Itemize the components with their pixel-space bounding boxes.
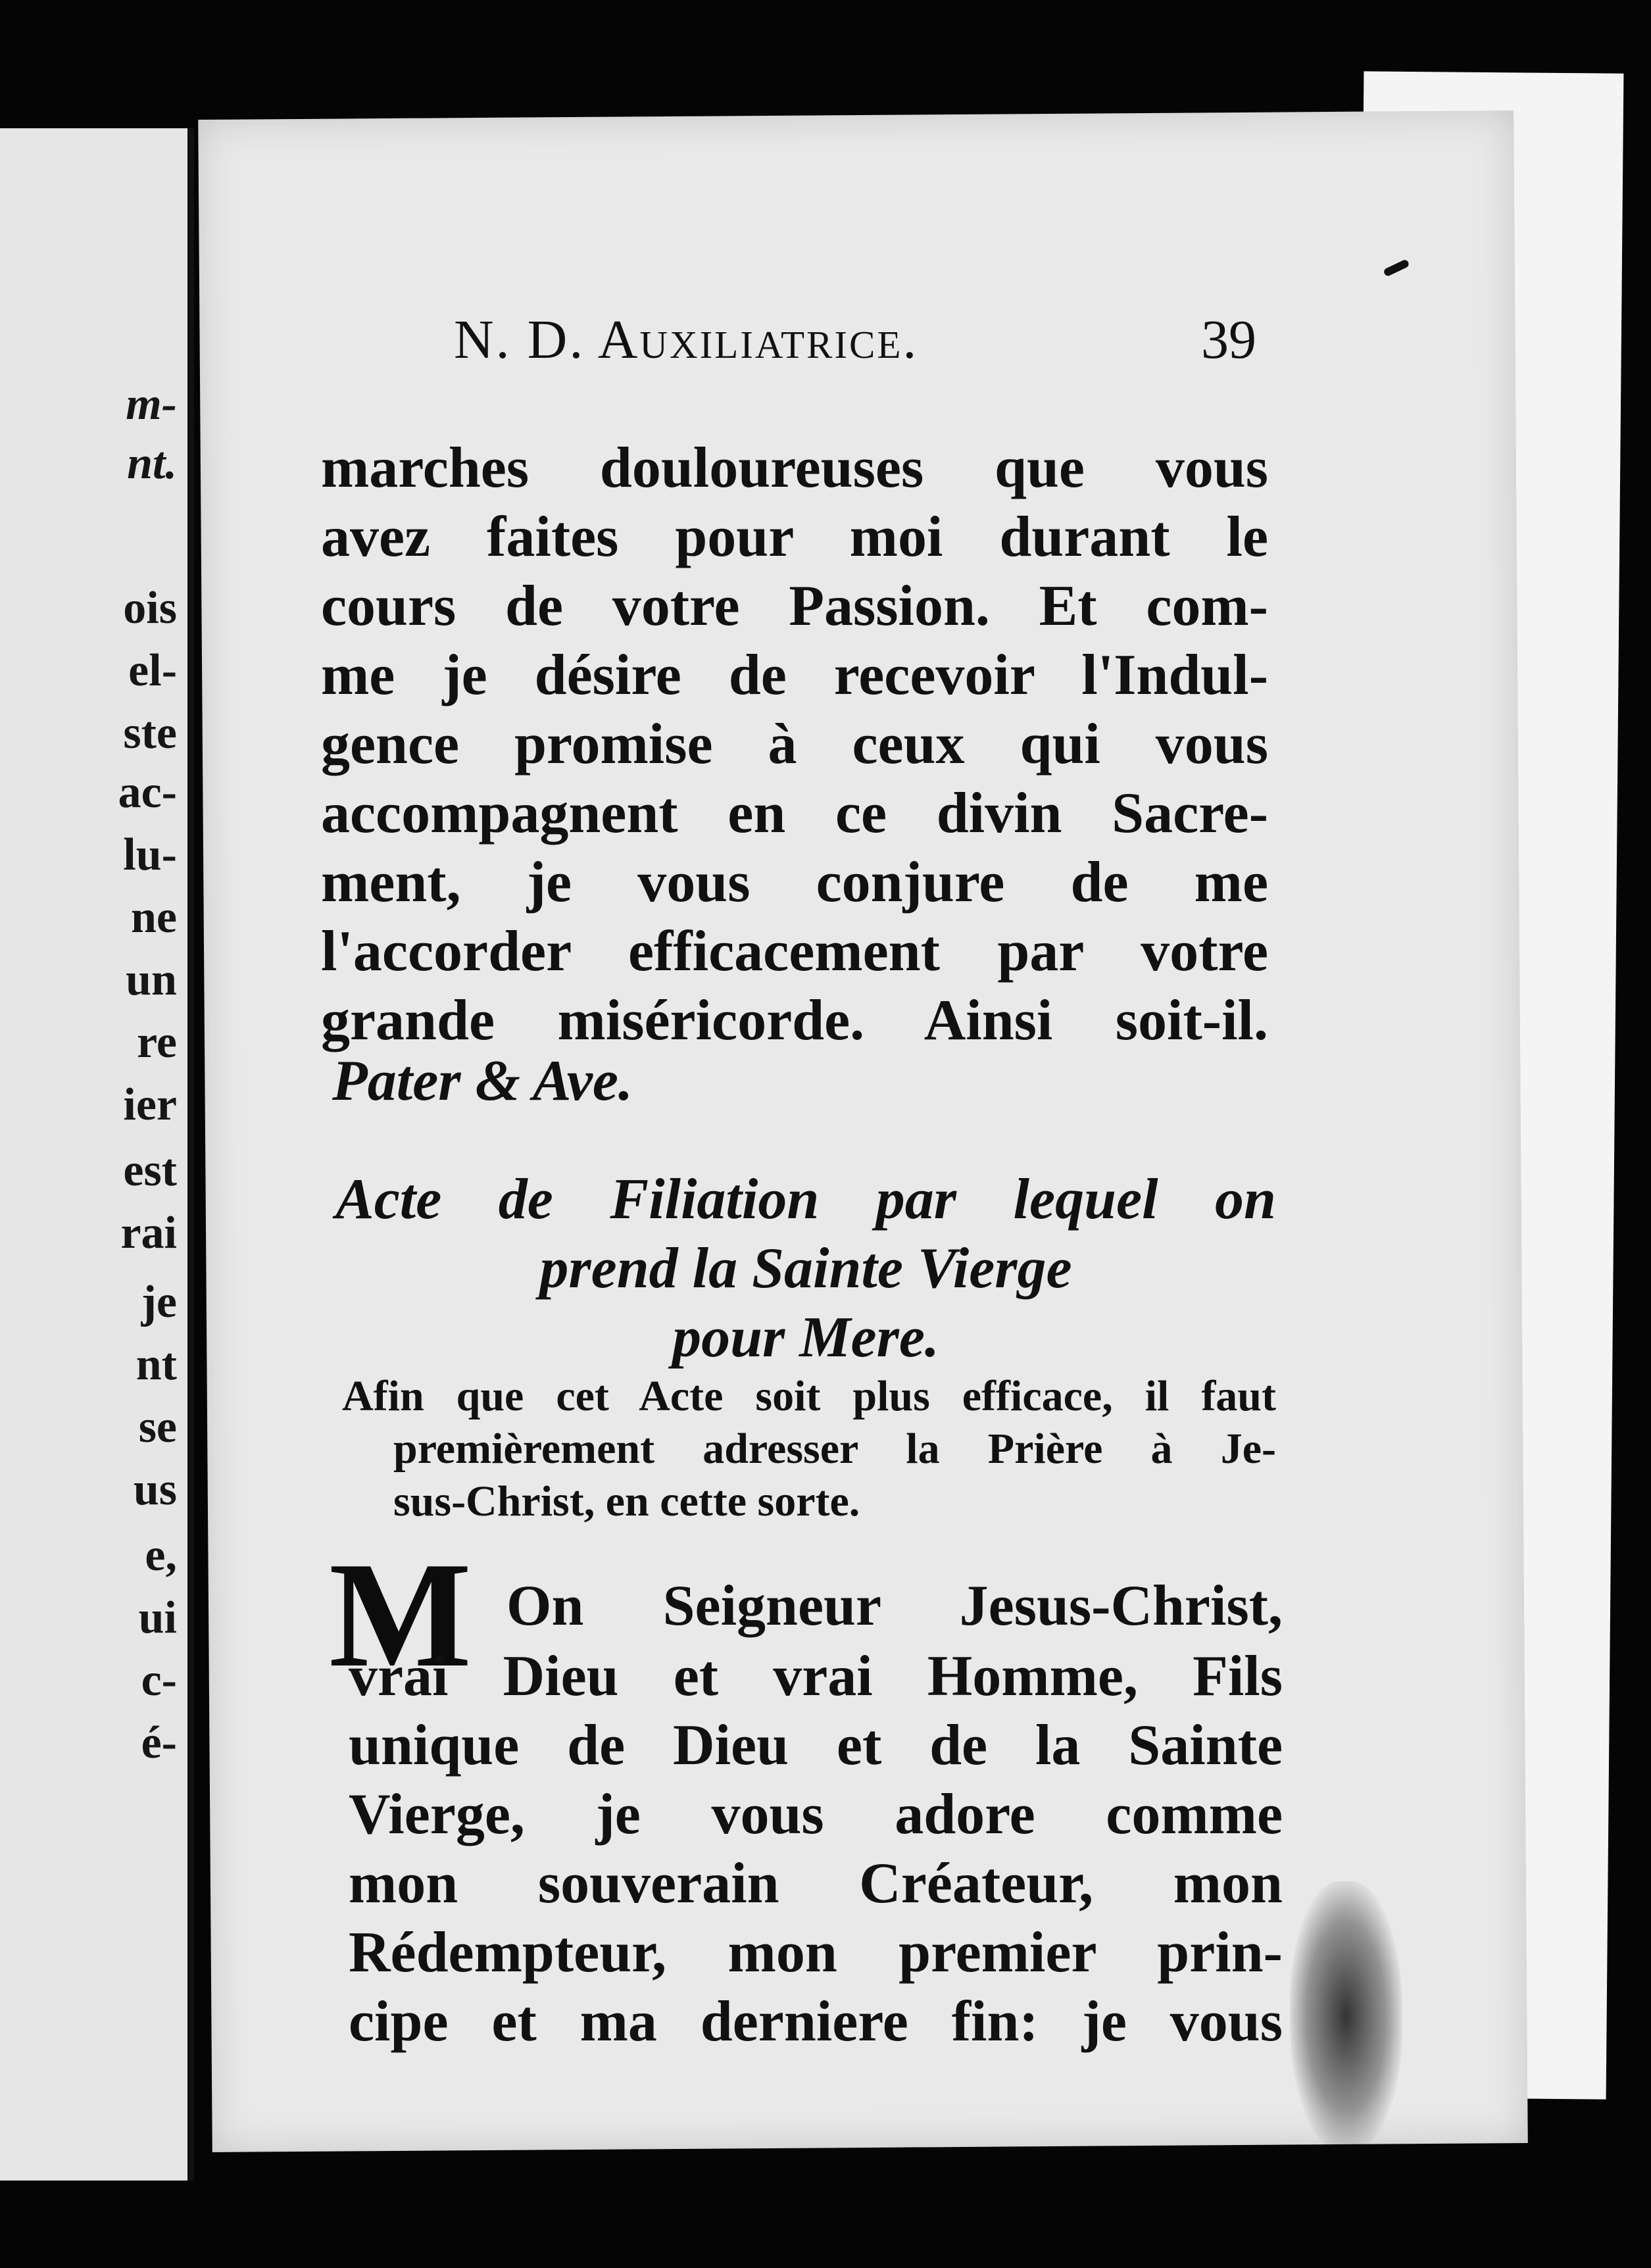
left-page-fragment: ste [123,708,177,758]
note-line-1: Afin que cet Acte soit plus efficace, il faut [342,1372,1276,1420]
ink-stain [1289,1881,1403,2151]
left-page-fragment: re [137,1017,177,1068]
body-line: accompagnent en ce divin Sacre- [321,781,1268,845]
ink-mark [1383,259,1410,277]
left-page-fragment: nt. [127,438,177,489]
left-page-fragment: est [123,1145,177,1196]
page-number: 39 [1201,309,1256,370]
left-page-fragment: je [141,1277,177,1327]
left-page-fragment: e, [145,1530,177,1581]
prayer-line: mon souverain Créateur, mon [349,1852,1283,1915]
body-line: grande miséricorde. Ainsi soit-il. [321,989,1268,1052]
left-page-fragment: m- [126,379,177,430]
pater-ave-line: Pater & Ave. [332,1049,633,1113]
body-line: me je désire de recevoir l'Indul- [321,643,1268,707]
section-heading-line-1: Acte de Filiation par lequel on [335,1168,1276,1231]
left-page-fragment: ier [123,1079,177,1130]
body-line: gence promise à ceux qui vous [321,712,1268,776]
drop-cap: M [329,1531,472,1698]
prayer-first-line: On Seigneur Jesus-Christ, [506,1574,1283,1638]
left-page-fragment: c- [141,1655,177,1706]
prayer-line: cipe et ma derniere fin: je vous [349,1990,1283,2054]
body-line: l'accorder efficacement par votre [321,920,1268,983]
page-header [454,308,1256,374]
left-page-fragment: us [133,1464,177,1515]
body-line: marches douloureuses que vous [321,436,1268,500]
left-page-fragment: se [138,1402,177,1452]
body-line: avez faites pour moi durant le [321,505,1268,569]
left-page-fragment: lu- [123,829,177,880]
left-page-fragment: ui [138,1592,177,1643]
left-page-fragment: rai [120,1208,177,1258]
section-heading-line-2: prend la Sainte Vierge [539,1237,1072,1300]
note-line-2: premièrement adresser la Prière à Je- [393,1425,1276,1473]
left-page-fragment: el- [128,645,177,696]
body-line: cours de votre Passion. Et com- [321,574,1268,638]
body-line: ment, je vous conjure de me [321,851,1268,914]
left-page-fragment: ac- [118,767,177,818]
running-title: N. D. Auxiliatrice. [454,309,919,370]
prayer-line: Vierge, je vous adore comme [349,1783,1283,1846]
left-page-fragment: ne [131,892,177,943]
left-page-sliver [0,128,194,2181]
prayer-line: vrai Dieu et vrai Homme, Fils [349,1644,1283,1708]
left-page-fragment: é- [141,1717,177,1768]
prayer-line: Rédempteur, mon premier prin- [349,1921,1283,1985]
section-heading-line-3: pour Mere. [672,1306,939,1369]
left-page-fragment: un [126,954,177,1005]
left-page-fragment: nt [136,1339,177,1390]
left-page-fragment: ois [123,583,177,633]
prayer-line: unique de Dieu et de la Sainte [349,1713,1283,1777]
note-line-3: sus-Christ, en cette sorte. [393,1477,860,1525]
